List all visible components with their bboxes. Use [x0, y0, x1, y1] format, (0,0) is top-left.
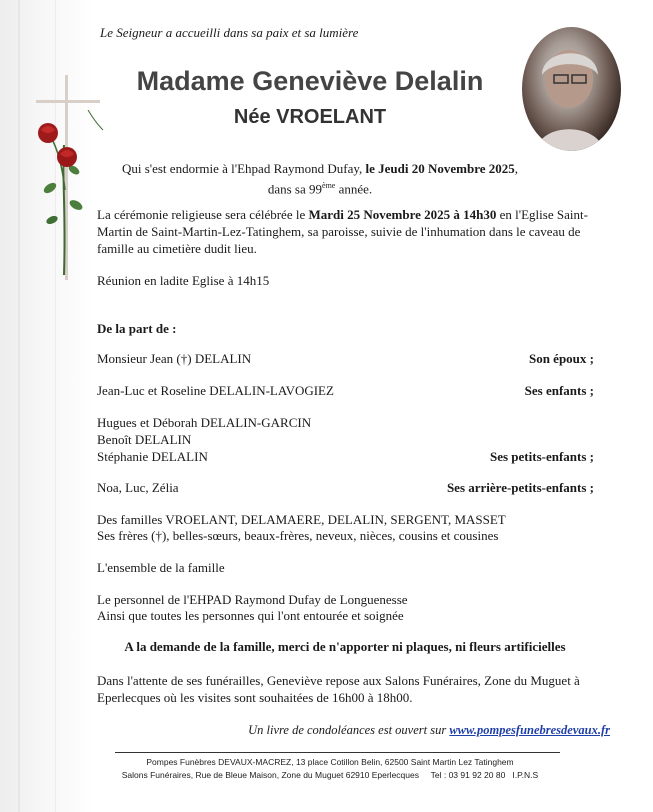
deceased-name: Madame Geneviève Delalin	[136, 66, 484, 96]
staff-line: Le personnel de l'EHPAD Raymond Dufay de Longuenesse	[97, 592, 408, 607]
no-flowers-request: A la demande de la famille, merci de n'apporter ni plaques, ni fleurs artificielles	[124, 639, 566, 654]
ceremony-paragraph: La cérémonie religieuse sera célébrée le Mardi 25 Novembre 2025 à 14h30 en l'Eglise Saint-Martin de Saint-Martin-Lez-Tatinghem, sa paroisse, suivie de l'inhumation dans le caveau de famille au cimetière dudit lieu.	[97, 207, 588, 256]
motto: Le Seigneur a accueilli dans sa paix et sa lumière	[100, 25, 359, 40]
siblings-line: Ses frères (†), belles-sœurs, beaux-frères, neveux, nièces, cousins et cousines	[97, 528, 499, 543]
family-row-children: Jean-Luc et Roseline DELALIN-LAVOGIEZ Ses enfants ;	[97, 383, 594, 398]
family-row-great-grandchildren: Noa, Luc, Zélia Ses arrière-petits-enfants ;	[97, 480, 594, 495]
portrait-photo	[522, 27, 621, 151]
families-line: Des familles VROELANT, DELAMAERE, DELALIN, SERGENT, MASSET	[97, 512, 506, 527]
reunion-line: Réunion en ladite Eglise à 14h15	[97, 273, 270, 288]
cross-icon	[36, 75, 100, 280]
cross-roses-illustration	[28, 70, 108, 285]
maiden-name: Née VROELANT	[233, 106, 387, 128]
whole-family-line: L'ensemble de la famille	[97, 560, 225, 575]
red-rose-icon	[38, 123, 77, 167]
family-row-grandchildren: Hugues et Déborah DELALIN-GARCIN Benoît DELALIN Stéphanie DELALIN Ses petits-enfants ;	[97, 415, 594, 464]
caregivers-line: Ainsi que toutes les personnes qui l'ont entourée et soignée	[97, 608, 404, 623]
from-header: De la part de :	[97, 321, 177, 336]
person-portrait-icon	[522, 27, 621, 151]
death-notice: Qui s'est endormie à l'Ehpad Raymond Dufay, le Jeudi 20 Novembre 2025, dans sa 99ème année.	[121, 161, 519, 197]
footer-divider	[115, 752, 560, 753]
visitation-paragraph: Dans l'attente de ses funérailles, Geneviève repose aux Salons Funéraires, Zone du Muguet à Eperlecques où les visites sont souhaitées de 16h00 à 18h00.	[97, 673, 580, 705]
footer-line-1: Pompes Funèbres DEVAUX-MACREZ, 13 place Cotillon Belin, 62500 Saint Martin Lez Tatinghem	[146, 757, 514, 767]
condolences-link[interactable]: www.pompesfunebresdevaux.fr	[449, 723, 610, 737]
footer-line-2: Salons Funéraires, Rue de Bleue Maison, Zone du Muguet 62910 Eperlecques Tel : 03 91 92 20 80 I.P.N.S	[121, 770, 539, 780]
family-row-spouse: Monsieur Jean (†) DELALIN Son époux ;	[97, 351, 594, 366]
condolences-line: Un livre de condoléances est ouvert sur www.pompesfunebresdevaux.fr	[248, 723, 610, 737]
